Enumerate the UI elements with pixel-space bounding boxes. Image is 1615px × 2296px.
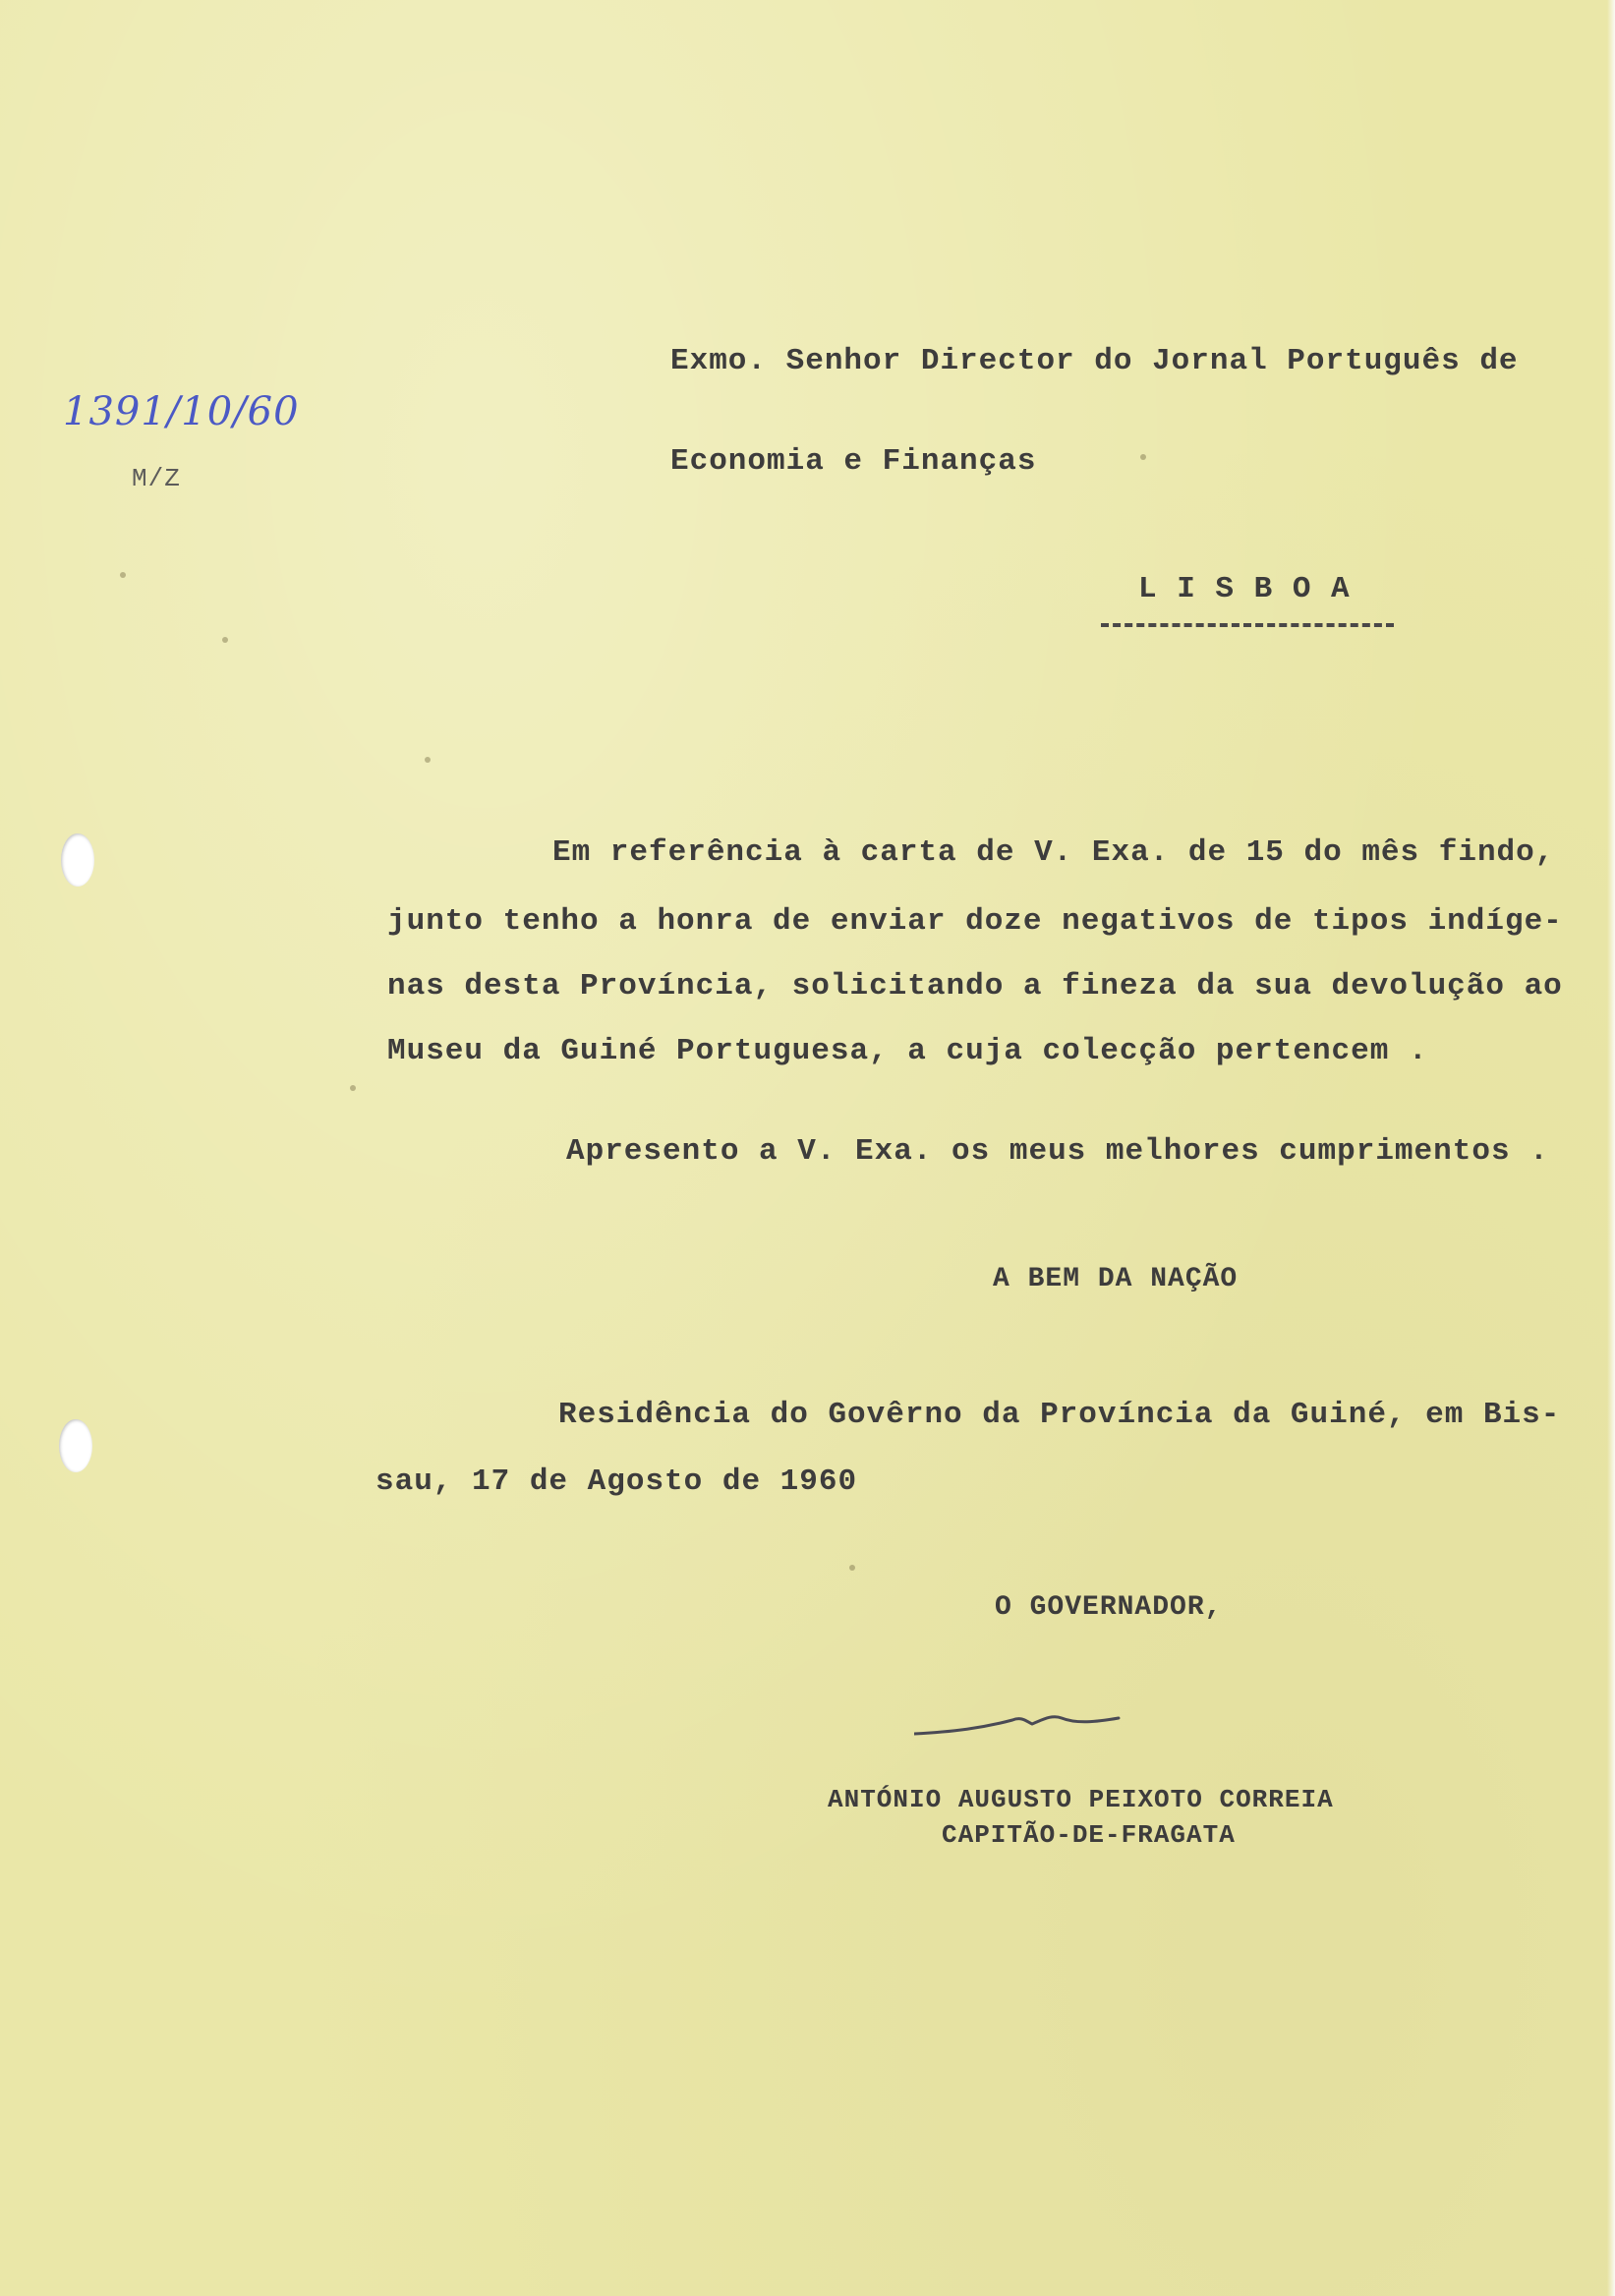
paper-speck bbox=[120, 572, 126, 578]
addressee-city: L I S B O A bbox=[1138, 572, 1351, 606]
reference-number: 1391/10/60 bbox=[63, 389, 300, 434]
punch-hole-top bbox=[61, 833, 94, 887]
body-line-1: Em referência à carta de V. Exa. de 15 do mês findo, bbox=[552, 835, 1555, 870]
page-edge bbox=[1607, 0, 1615, 2296]
closing-line: Apresento a V. Exa. os meus melhores cumprimentos . bbox=[566, 1134, 1549, 1169]
signatory-name: ANTÓNIO AUGUSTO PEIXOTO CORREIA bbox=[828, 1785, 1334, 1814]
paper-speck bbox=[849, 1565, 855, 1571]
paper-speck bbox=[222, 637, 228, 643]
salutation: A BEM DA NAÇÃO bbox=[993, 1264, 1239, 1294]
body-line-2: junto tenho a honra de enviar doze negativos de tipos indíge- bbox=[387, 904, 1563, 939]
addressee-line-1: Exmo. Senhor Director do Jornal Português de bbox=[670, 344, 1519, 378]
body-line-3: nas desta Província, solicitando a fineza da sua devolução ao bbox=[387, 969, 1563, 1004]
paper-speck bbox=[425, 757, 431, 763]
signatory-rank: CAPITÃO-DE-FRAGATA bbox=[942, 1820, 1236, 1850]
signature-mark bbox=[914, 1698, 1121, 1748]
signatory-role: O GOVERNADOR, bbox=[995, 1592, 1223, 1623]
addressee-line-2: Economia e Finanças bbox=[670, 444, 1037, 479]
body-line-4: Museu da Guiné Portuguesa, a cuja colecção pertencem . bbox=[387, 1034, 1428, 1068]
place-date-line-2: sau, 17 de Agosto de 1960 bbox=[375, 1464, 858, 1499]
paper-speck bbox=[1140, 454, 1146, 460]
paper-speck bbox=[350, 1085, 356, 1091]
reference-initials: M/Z bbox=[132, 464, 181, 493]
place-date-line-1: Residência do Govêrno da Província da Guiné, em Bis- bbox=[558, 1398, 1561, 1432]
city-underline bbox=[1101, 623, 1394, 627]
punch-hole-bottom bbox=[59, 1419, 92, 1472]
